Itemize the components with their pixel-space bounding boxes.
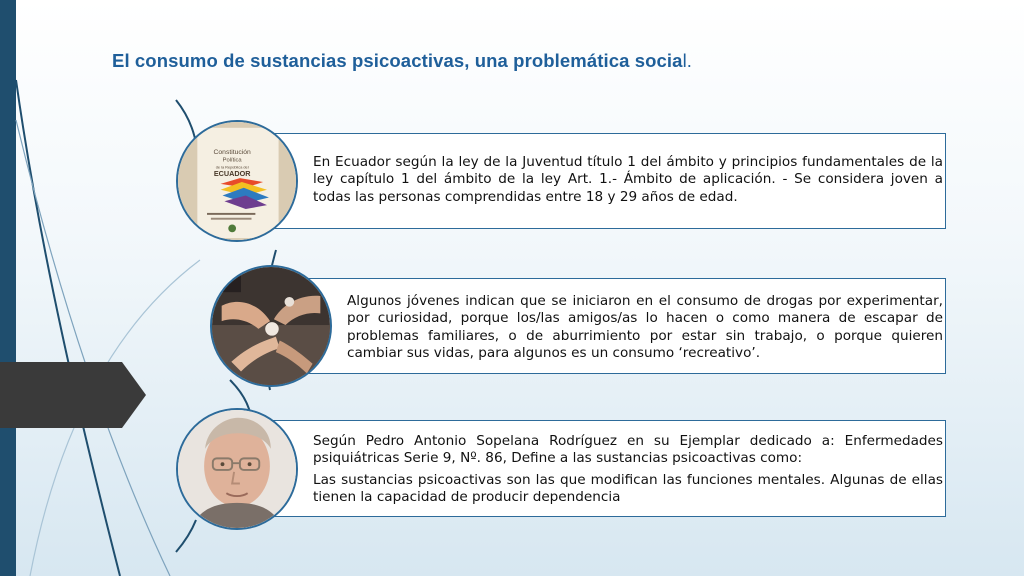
- hands-photo-image: [212, 267, 330, 385]
- card-3-image-circle: [176, 408, 298, 530]
- book-title-line3: de la República del: [215, 165, 249, 170]
- book-title-line4: ECUADOR: [213, 169, 251, 179]
- slide-title: [112, 50, 692, 72]
- book-title-line2: Política: [222, 157, 242, 164]
- slide-title-main: El consumo de sustancias psicoactivas, una problemática socia: [112, 50, 683, 71]
- constitution-book-image: [178, 122, 296, 240]
- arrow-tab-shape: [0, 362, 146, 428]
- card-1-text-block: [313, 154, 943, 206]
- card-3-text-block: [313, 433, 943, 507]
- card-2-image-circle: [210, 265, 332, 387]
- card-2-text: Algunos jóvenes indican que se iniciaron en el consumo de drogas por experimentar, por curiosidad, porque los/las amigos/as lo hacen o como manera de escapar de problemas familiares, o de aburrimiento por estar sin trabajo, o porque quieren cambiar sus vidas, para algunos es un consumo ‘recreativo’.: [347, 293, 943, 362]
- book-title-line1: Constitución: [213, 148, 251, 156]
- man-portrait-image: [178, 410, 296, 528]
- card-3-text-2: Las sustancias psicoactivas son las que modifican las funciones mentales. Algunas de ellas tienen la capacidad de producir dependencia: [313, 471, 943, 506]
- card-1-image-circle: [176, 120, 298, 242]
- card-3-text: Según Pedro Antonio Sopelana Rodríguez en su Ejemplar dedicado a: Enfermedades psiquiátricas Serie 9, Nº. 86, Define a las sustancias psicoactivas como:: [313, 433, 943, 467]
- card-1-text: En Ecuador según la ley de la Juventud título 1 del ámbito y principios fundamentales de la ley capítulo 1 del ámbito de la ley Art. 1.- Ámbito de aplicación. - Se considera joven a todas las personas comprendidas entre 18 y 29 años de edad.: [313, 154, 943, 205]
- slide-title-tail: l.: [682, 50, 693, 71]
- card-2-text-block: [347, 293, 943, 363]
